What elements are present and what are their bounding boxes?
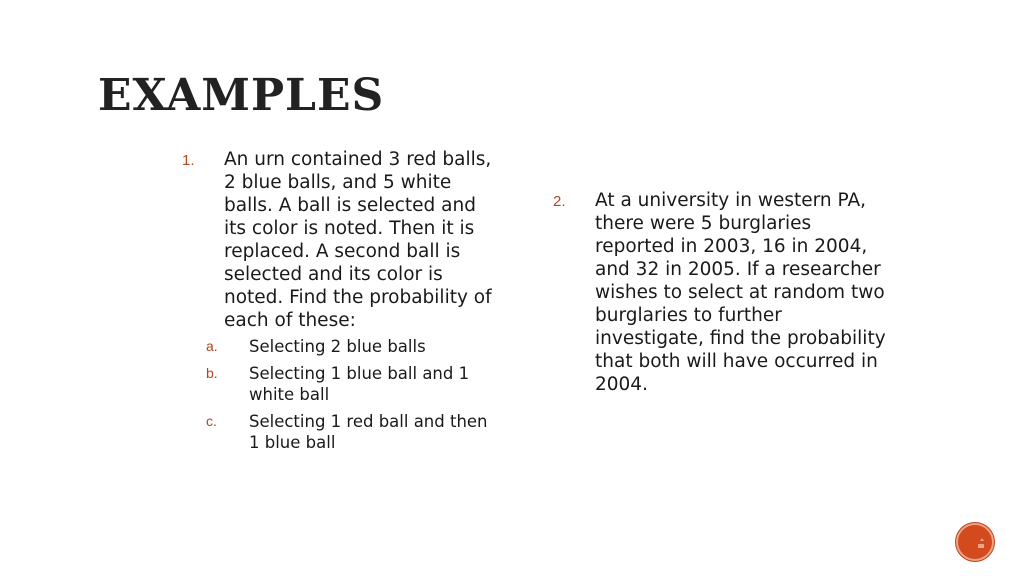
slide-title: EXAMPLES	[98, 70, 385, 121]
part-a-text: Selecting 2 blue balls	[249, 337, 426, 356]
problem-2-number: 2.	[553, 193, 566, 210]
problem-1-part-b	[206, 363, 502, 405]
part-b-letter: b.	[206, 365, 218, 381]
part-c-text: Selecting 1 red ball and then 1 blue ball	[249, 412, 488, 452]
slide-nav-icon	[958, 525, 992, 559]
problem-2-item	[553, 189, 893, 396]
part-c-letter: c.	[206, 413, 217, 429]
problem-1-part-a	[206, 336, 502, 357]
problem-1-parts	[182, 336, 502, 453]
problem-1-item	[182, 148, 502, 332]
problem-1	[182, 148, 502, 459]
part-a-letter: a.	[206, 338, 218, 354]
slide-nav-button[interactable]	[956, 523, 994, 561]
problem-2-text: At a university in western PA, there were 5 burglaries reported in 2003, 16 in 2004, and 32 in 2005. If a researcher wishes to select at random two burglaries to further investigate, find the probability that both will have occurred in 2004.	[595, 190, 886, 395]
problem-1-part-c	[206, 411, 502, 453]
problem-1-number: 1.	[182, 152, 195, 169]
part-b-text: Selecting 1 blue ball and 1 white ball	[249, 364, 470, 404]
problem-1-text: An urn contained 3 red balls, 2 blue balls, and 5 white balls. A ball is selected and its color is noted. Then it is replaced. A second ball is selected and its color is noted. Find the probability of each of these:	[224, 149, 492, 331]
problem-2	[553, 189, 893, 396]
